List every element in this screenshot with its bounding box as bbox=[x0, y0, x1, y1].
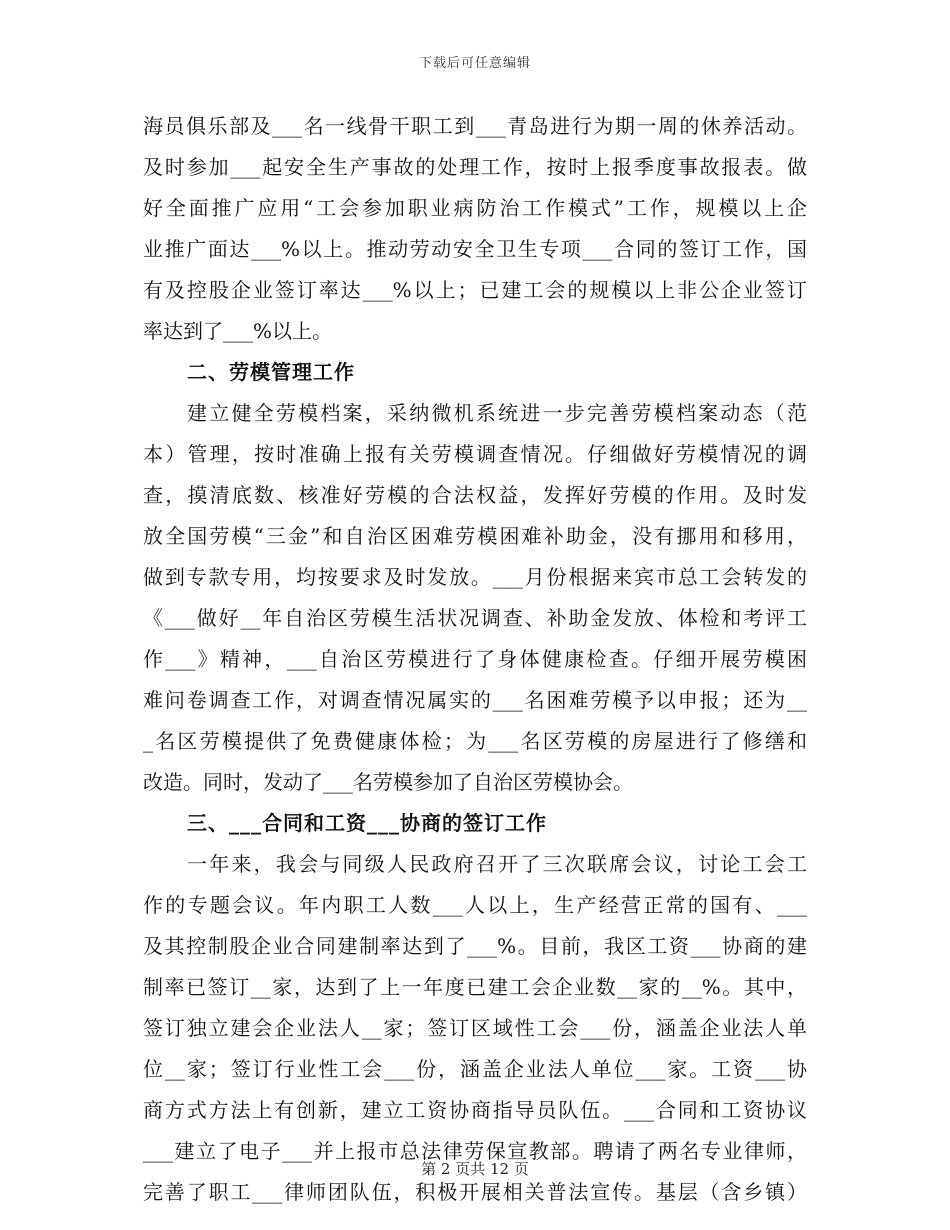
document-body bbox=[143, 106, 807, 1213]
body-line: 签订独立建会企业法人__家；签订区域性工会___份，涵盖企业法人单 bbox=[143, 1016, 807, 1040]
body-line: 完善了职工___律师团队伍，积极开展相关普法宣传。基层（含乡镇） bbox=[143, 1180, 807, 1204]
body-line: 《___做好__年自治区劳模生活状况调查、补助金发放、体检和考评工 bbox=[143, 606, 807, 630]
body-line: 海员俱乐部及___名一线骨干职工到___青岛进行为期一周的休养活动。 bbox=[143, 114, 807, 138]
page-footer: 第 2 页共 12 页 bbox=[421, 1160, 529, 1178]
section-heading: 二、劳模管理工作 bbox=[187, 360, 355, 384]
body-line: 查，摸清底数、核准好劳模的合法权益，发挥好劳模的作用。及时发 bbox=[143, 483, 807, 507]
body-line: 商方式方法上有创新，建立工资协商指导员队伍。___合同和工资协议 bbox=[143, 1098, 807, 1122]
section-heading: 三、___合同和工资___协商的签订工作 bbox=[187, 811, 547, 835]
body-line: 率达到了___%以上。 bbox=[143, 319, 333, 343]
body-line: 制率已签订__家，达到了上一年度已建工会企业数__家的__%。其中， bbox=[143, 975, 807, 999]
body-line: 好全面推广应用“工会参加职业病防治工作模式”工作，规模以上企 bbox=[143, 196, 807, 220]
body-line: 作___》精神，___自治区劳模进行了身体健康检查。仔细开展劳模困 bbox=[143, 647, 807, 671]
body-line: 本）管理，按时准确上报有关劳模调查情况。仔细做好劳模情况的调 bbox=[143, 442, 807, 466]
body-line: 及其控制股企业合同建制率达到了___%。目前，我区工资___协商的建 bbox=[143, 934, 807, 958]
body-line: _名区劳模提供了免费健康体检；为___名区劳模的房屋进行了修缮和 bbox=[143, 729, 807, 753]
body-line: 放全国劳模“三金”和自治区困难劳模困难补助金，没有挪用和移用， bbox=[143, 524, 807, 548]
body-line: ___建立了电子___并上报市总法律劳保宣教部。聘请了两名专业律师， bbox=[143, 1139, 807, 1163]
body-line: 改造。同时，发动了___名劳模参加了自治区劳模协会。 bbox=[143, 770, 633, 794]
body-line: 业推广面达___%以上。推动劳动安全卫生专项___合同的签订工作，国 bbox=[143, 237, 807, 261]
body-line: 有及控股企业签订率达___%以上；已建工会的规模以上非公企业签订 bbox=[143, 278, 807, 302]
body-line: 难问卷调查工作，对调查情况属实的___名困难劳模予以申报；还为__ bbox=[143, 688, 807, 712]
body-line: 一年来，我会与同级人民政府召开了三次联席会议，讨论工会工 bbox=[187, 852, 807, 876]
body-line: 建立健全劳模档案，采纳微机系统进一步完善劳模档案动态（范 bbox=[187, 401, 807, 425]
body-line: 做到专款专用，均按要求及时发放。___月份根据来宾市总工会转发的 bbox=[143, 565, 807, 589]
body-line: 及时参加___起安全生产事故的处理工作，按时上报季度事故报表。做 bbox=[143, 155, 807, 179]
page-header: 下载后可任意编辑 bbox=[418, 56, 531, 71]
body-line: 位__家；签订行业性工会___份，涵盖企业法人单位___家。工资___协 bbox=[143, 1057, 807, 1081]
body-line: 作的专题会议。年内职工人数___人以上，生产经营正常的国有、___ bbox=[143, 893, 807, 917]
